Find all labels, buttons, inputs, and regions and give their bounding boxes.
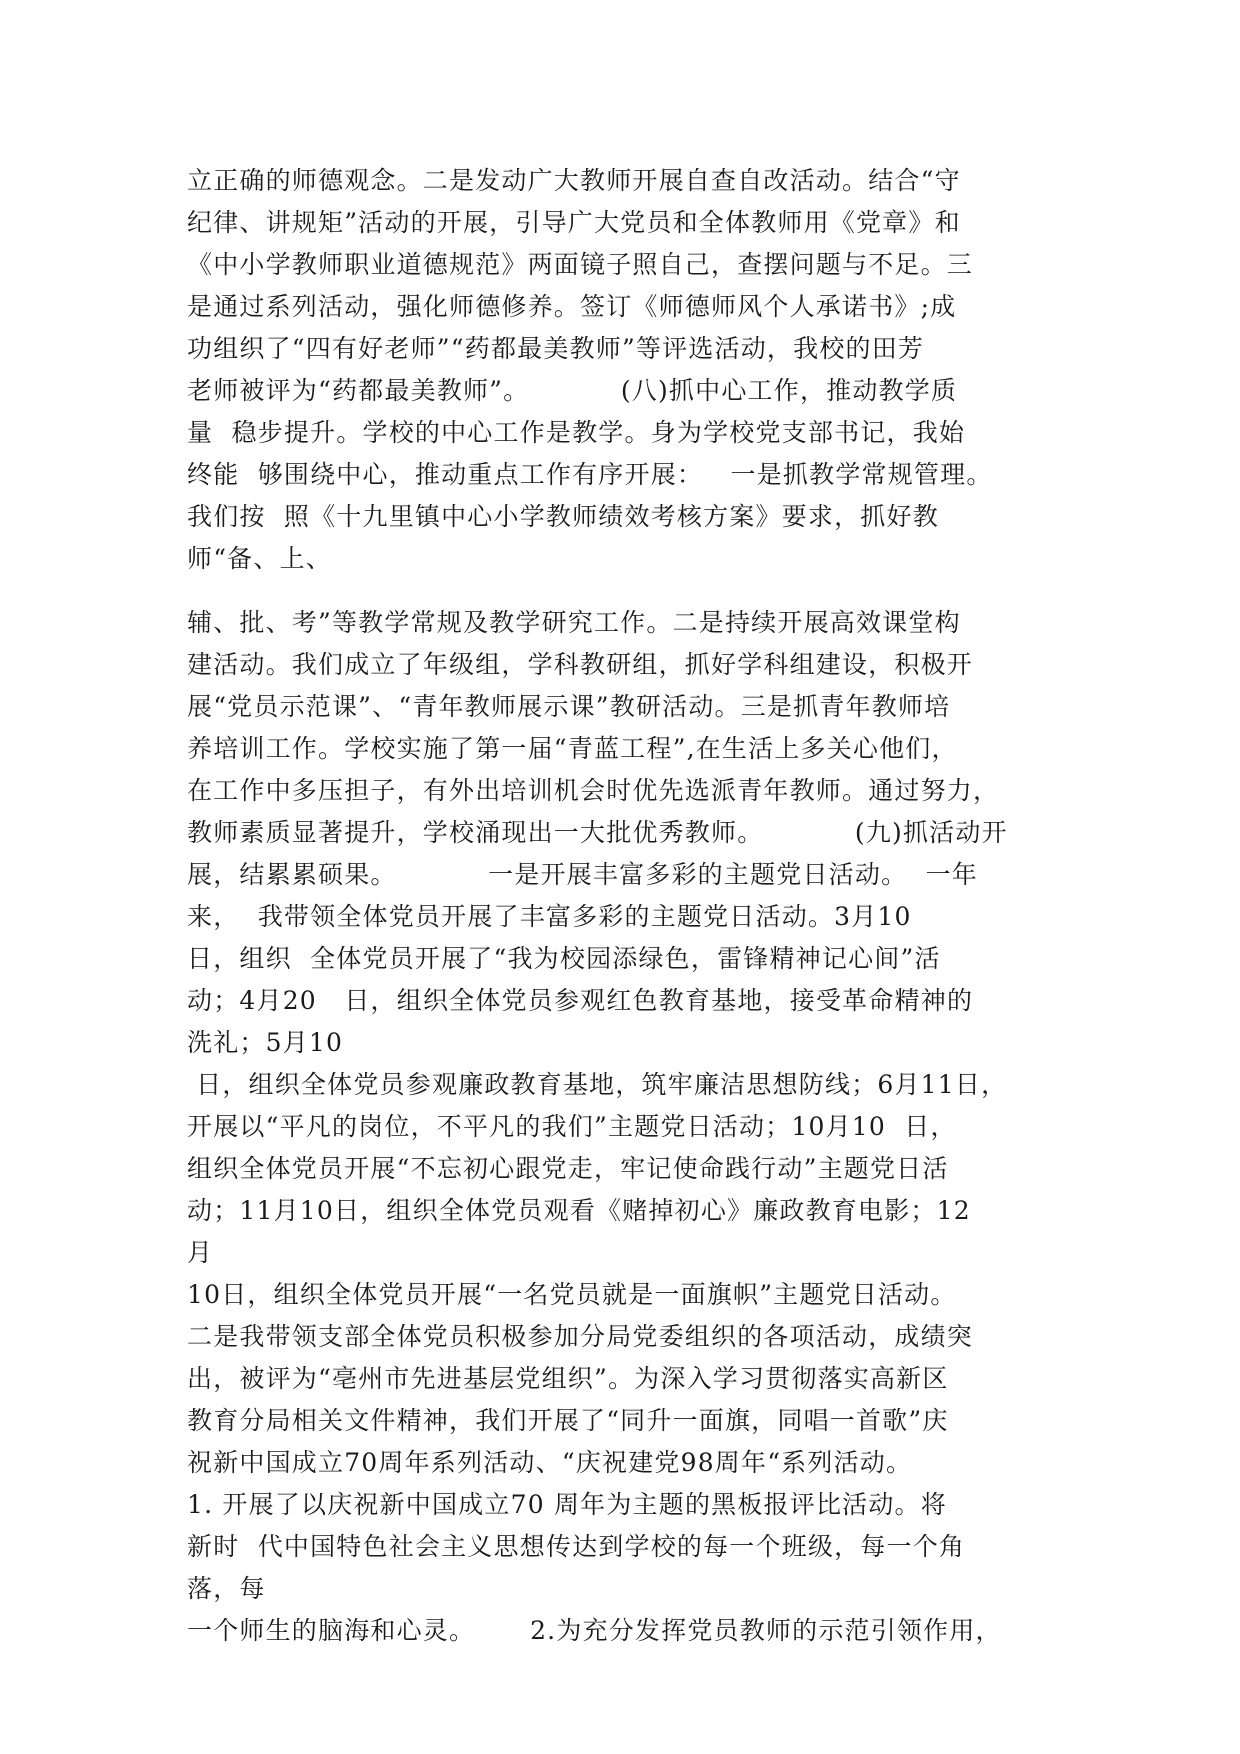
text-line: 老师被评为“药都最美教师”。 (八)抓中心工作，推动教学质 [187,376,958,405]
text-line: 功组织了“四有好老师”“药都最美教师”等评选活动，我校的田芳 [187,334,925,363]
text-line: 月 [187,1238,214,1267]
text-line: 师“备、上、 [187,544,332,573]
text-line: 祝新中国成立70周年系列活动、“庆祝建党98周年“系列活动。 [187,1448,913,1477]
text-line: 教育分局相关文件精神，我们开展了“同升一面旗，同唱一首歌”庆 [187,1406,949,1435]
text-line: 立正确的师德观念。二是发动广大教师开展自查自改活动。结合“守 [187,166,961,195]
text-line: 日，组织 全体党员开展了“我为校园添绿色，雷锋精神记心间”活 [187,944,941,973]
text-line: 终能 够围绕中心，推动重点工作有序开展： 一是抓教学常规管理。 [187,460,993,489]
text-line: 开展以“平凡的岗位，不平凡的我们”主题党日活动；10月10 日， [187,1112,957,1141]
text-line: 日，组织全体党员参观廉政教育基地，筑牢廉洁思想防线；6月11日， [187,1070,1008,1099]
text-line: 新时 代中国特色社会主义思想传达到学校的每一个班级，每一个角 [187,1532,966,1561]
text-line: 我们按 照《十九里镇中心小学教师绩效考核方案》要求，抓好教 [187,502,939,531]
text-line: 落，每 [187,1574,266,1603]
text-line: 辅、批、考”等教学常规及教学研究工作。二是持续开展高效课堂构 [187,608,961,637]
text-line: 教师素质显著提升，学校涌现出一大批优秀教师。 (九)抓活动开 [187,818,1008,847]
text-line: 一个师生的脑海和心灵。 2.为充分发挥党员教师的示范引领作用， [187,1616,1002,1645]
text-line: 展“党员示范课”、“青年教师展示课”教研活动。三是抓青年教师培 [187,692,951,721]
text-line: 量 稳步提升。学校的中心工作是教学。身为学校党支部书记，我始 [187,418,966,447]
text-line: 纪律、讲规矩”活动的开展，引导广大党员和全体教师用《党章》和 [187,208,961,237]
text-line: 《中小学教师职业道德规范》两面镜子照自己，查摆问题与不足。三 [187,250,974,279]
text-line: 出，被评为“亳州市先进基层党组织”。为深入学习贯彻落实高新区 [187,1364,949,1393]
text-line: 展，结累累硕果。 一是开展丰富多彩的主题党日活动。 一年 [187,860,978,889]
text-line: 养培训工作。学校实施了第一届“青蓝工程”,在生活上多关心他们， [187,734,958,763]
text-line: 是通过系列活动，强化师德修养。签订《师德师风个人承诺书》;成 [187,292,957,321]
text-line: 在工作中多压担子，有外出培训机会时优先选派青年教师。通过努力， [187,776,1000,805]
text-line: 10日，组织全体党员开展“一名党员就是一面旗帜”主题党日活动。 [187,1280,957,1309]
body-text [187,160,1067,1652]
text-line: 动；4月20 日，组织全体党员参观红色教育基地，接受革命精神的 [187,986,974,1015]
text-line: 来， 我带领全体党员开展了丰富多彩的主题党日活动。3月10 [187,902,912,931]
text-line: 1. 开展了以庆祝新中国成立70 周年为主题的黑板报评比活动。将 [187,1490,947,1519]
text-line: 动；11月10日，组织全体党员观看《赌掉初心》廉政教育电影；12 [187,1196,971,1225]
text-line: 洗礼；5月10 [187,1028,344,1057]
text-line: 二是我带领支部全体党员积极参加分局党委组织的各项活动，成绩突 [187,1322,974,1351]
text-line: 建活动。我们成立了年级组，学科教研组，抓好学科组建设，积极开 [187,650,974,679]
text-line: 组织全体党员开展“不忘初心跟党走，牢记使命践行动”主题党日活 [187,1154,949,1183]
